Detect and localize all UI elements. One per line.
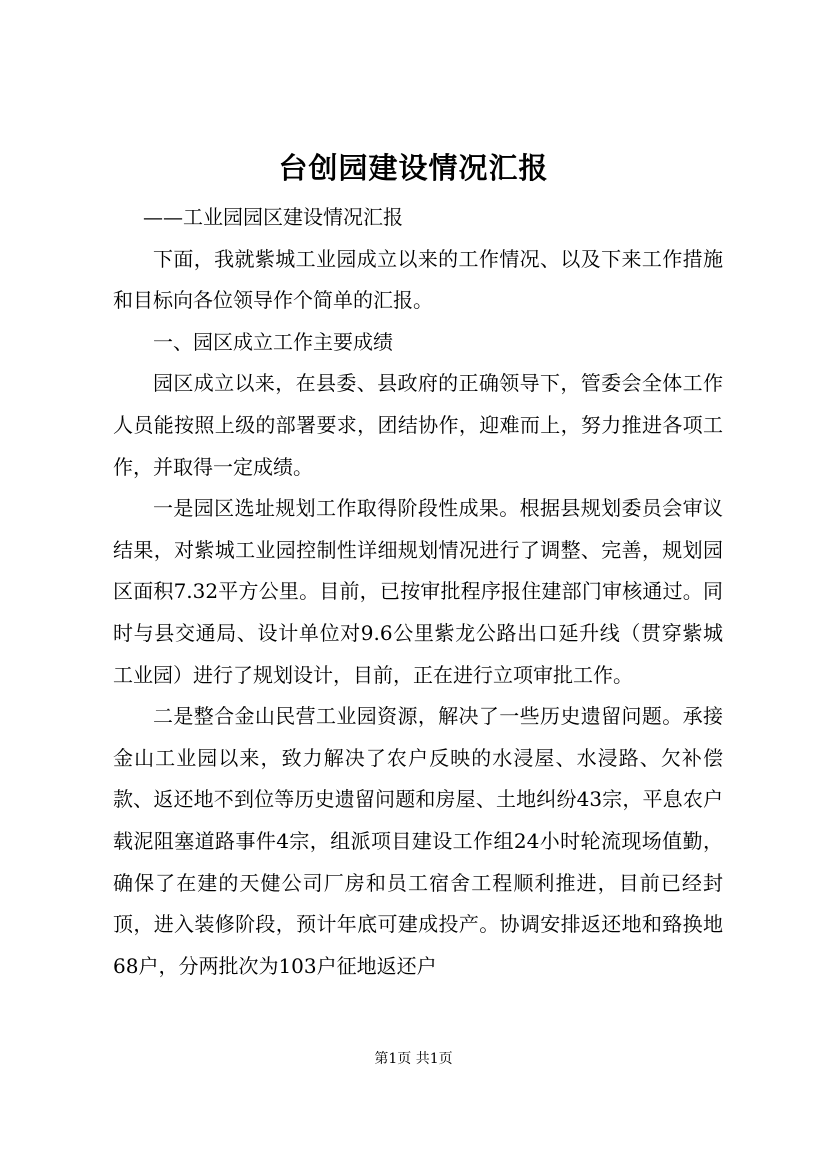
paragraph-integration: 二是整合金山民营工业园资源，解决了一些历史遗留问题。承接金山工业园以来，致力解决了农户反映的水浸屋、水浸路、欠补偿款、返还地不到位等历史遗留问题和房屋、土地纠纷43宗，平息农户载泥阻塞道路事件4宗，组派项目建设工作组24小时轮流现场值勤，确保了在建的天健公司厂房和员工宿舍工程顺利推进，目前已经封顶，进入装修阶段，预计年底可建成投产。协调安排返还地和臵换地68户，分两批次为103户征地返还户 bbox=[113, 704, 723, 978]
section-heading: 一、园区成立工作主要成绩 bbox=[153, 329, 393, 354]
paragraph-overview: 园区成立以来，在县委、县政府的正确领导下，管委会全体工作人员能按照上级的部署要求，团结协作，迎难而上，努力推进各项工作，并取得一定成绩。 bbox=[113, 371, 723, 479]
document-body bbox=[113, 197, 723, 987]
page-title: 台创园建设情况汇报 bbox=[278, 151, 549, 185]
document-subtitle: ——工业园园区建设情况汇报 bbox=[143, 205, 403, 229]
paragraph-intro: 下面，我就紫城工业园成立以来的工作情况、以及下来工作措施和目标向各位领导作个简单的汇报。 bbox=[113, 246, 723, 313]
page-footer: 第1页 共1页 bbox=[374, 1051, 453, 1067]
paragraph-planning: 一是园区选址规划工作取得阶段性成果。根据县规划委员会审议结果，对紫城工业园控制性详细规划情况进行了调整、完善，规划园区面积7.32平方公里。目前，已按审批程序报住建部门审核通过。同时与县交通局、设计单位对9.6公里紫龙公路出口延升线（贯穿紫城工业园）进行了规划设计，目前，正在进行立项审批工作。 bbox=[113, 496, 723, 687]
